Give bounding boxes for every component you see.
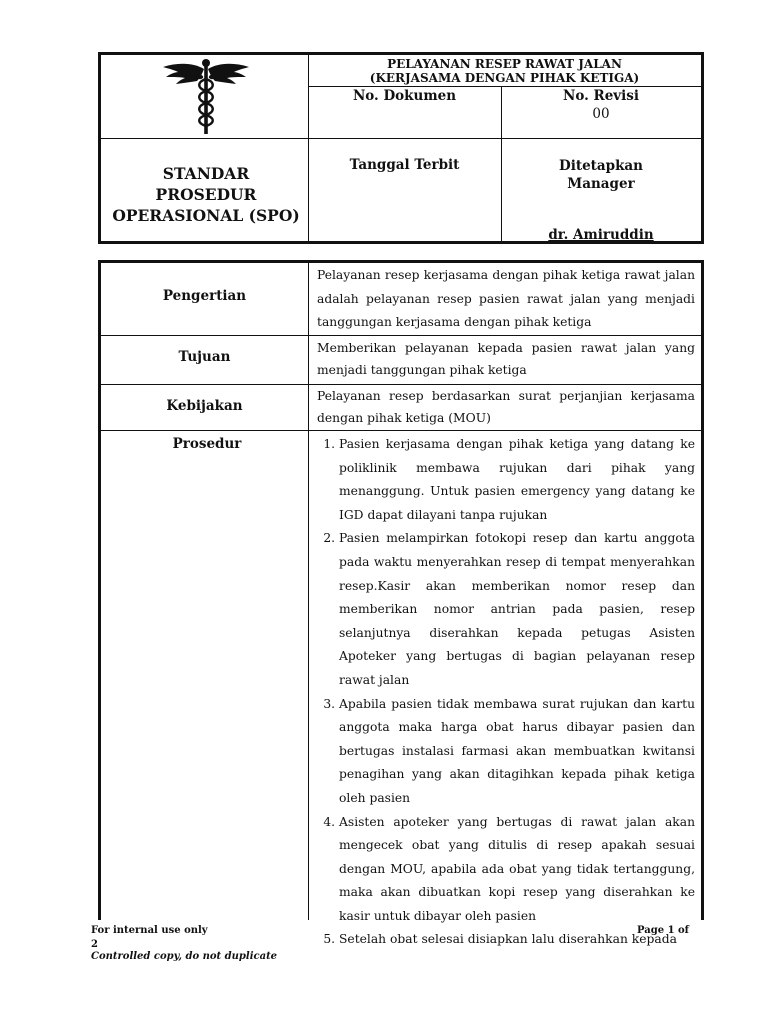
approved-label [501, 157, 701, 193]
prosedur-item: 5. Setelah obat selesai disiapkan lalu diserahkan kepada [339, 928, 695, 952]
footer-internal-use: For internal use only [91, 925, 208, 936]
prosedur-item: 2. Pasien melampirkan fotokopi resep dan kartu anggota pada waktu menyerahkan resep di tempat menyerahkan resep.Kasir akan memberikan nomor resep dan memberikan nomor antrian pada pasien, resep selanjutnya diserahkan kepada petugas Asisten Apoteker yang bertugas di bagian pelayanan resep rawat jalan [339, 527, 695, 692]
content-divider [101, 335, 701, 336]
footer-page-label: Page 1 of [637, 925, 689, 936]
kebijakan-paragraph: Pelayanan resep berdasarkan surat perjanjian kerjasama dengan pihak ketiga (MOU) [317, 389, 695, 425]
spo-title-line3: OPERASIONAL (SPO) [112, 206, 300, 225]
prosedur-item: 1. Pasien kerjasama dengan pihak ketiga yang datang ke poliklinik membawa rujukan dari pihak yang menanggung. Untuk pasien emergency yang datang ke IGD dapat dilayani tanpa rujukan [339, 433, 695, 527]
tujuan-label: Tujuan [178, 349, 231, 365]
content-divider [308, 263, 309, 920]
caduceus-logo-icon [161, 57, 251, 137]
header-divider [308, 86, 701, 87]
prosedur-label: Prosedur [172, 436, 242, 452]
document-title-line1: PELAYANAN RESEP RAWAT JALAN [387, 57, 622, 71]
spo-title-line1: STANDAR [162, 164, 250, 183]
content-divider [101, 430, 701, 431]
doc-number-label: No. Dokumen [352, 88, 457, 104]
prosedur-item: 4. Asisten apoteker yang bertugas di rawat jalan akan mengecek obat yang ditulis di resep apakah sesuai dengan MOU, apabila ada obat yang tidak tertanggung, maka akan dibuatkan kopi resep yang diserahkan ke kasir untuk dibayar oleh pasien [339, 811, 695, 929]
header-divider [101, 138, 701, 139]
pengertian-paragraph: Pelayanan resep kerjasama dengan pihak ketiga rawat jalan adalah pelayanan resep pasien rawat jalan yang menjadi tanggungan kerjasama dengan pihak ketiga [317, 268, 695, 329]
footer-controlled-copy: Controlled copy, do not duplicate [91, 951, 278, 962]
revision-value: 00 [592, 106, 610, 122]
approved-label-line1: Ditetapkan [559, 158, 643, 174]
tujuan-text [317, 337, 695, 381]
tujuan-paragraph: Memberikan pelayanan kepada pasien rawat jalan yang menjadi tanggungan pihak ketiga [317, 341, 695, 377]
spo-title-line2: PROSEDUR [155, 185, 257, 204]
header-table [98, 52, 704, 244]
document-title-line2: (KERJASAMA DENGAN PIHAK KETIGA) [369, 71, 640, 85]
pengertian-label: Pengertian [162, 288, 247, 304]
footer-page-total: 2 [91, 939, 98, 950]
kebijakan-label: Kebijakan [166, 398, 243, 414]
pengertian-text [317, 264, 695, 335]
kebijakan-text [317, 385, 695, 429]
issue-date-label: Tanggal Terbit [349, 157, 460, 173]
prosedur-item: 3. Apabila pasien tidak membawa surat rujukan dan kartu anggota maka harga obat harus dibayar pasien dan bertugas instalasi farmasi akan membuatkan kwitansi penagihan yang akan ditagihkan kepada pihak ketiga oleh pasien [339, 693, 695, 811]
prosedur-list [317, 433, 695, 952]
spo-title [101, 163, 311, 226]
revision-label: No. Revisi [562, 88, 640, 104]
approved-label-line2: Manager [567, 176, 635, 192]
approver-name: dr. Amiruddin [548, 227, 654, 243]
